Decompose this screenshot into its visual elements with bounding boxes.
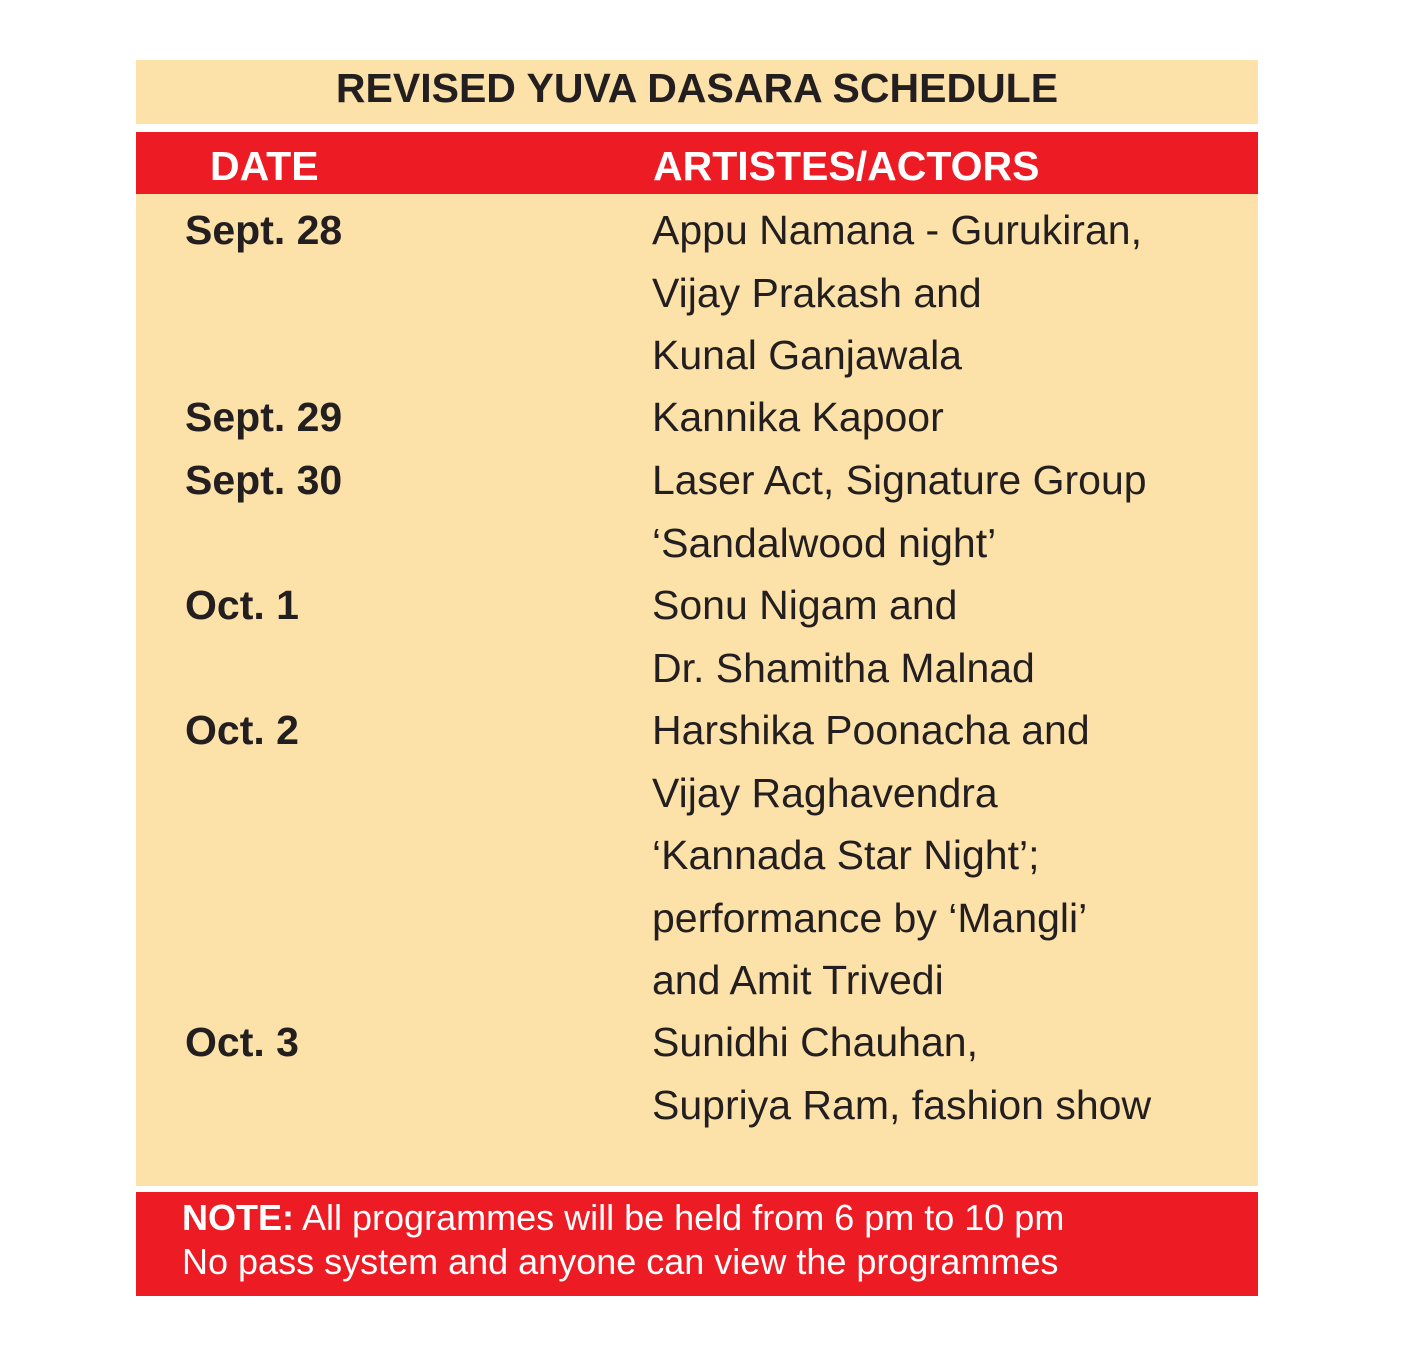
schedule-title (136, 60, 1258, 124)
schedule-date: Sept. 28 (185, 207, 343, 253)
artist-line: Vijay Raghavendra (652, 769, 998, 816)
schedule-date: Oct. 3 (185, 1019, 299, 1065)
artist-line: Appu Namana - Gurukiran, (652, 207, 1142, 253)
note-text-2: No pass system and anyone can view the programmes (182, 1241, 1059, 1282)
note-line-2 (182, 1240, 1058, 1284)
artist-line: Vijay Prakash and (652, 269, 982, 316)
artist-line: Dr. Shamitha Malnad (652, 644, 1035, 691)
artist-line: Sonu Nigam and (652, 582, 958, 628)
artist-line: ‘Kannada Star Night’; (652, 832, 1040, 878)
artist-line: Kannika Kapoor (652, 394, 944, 440)
artist-line: and Amit Trivedi (652, 957, 944, 1003)
schedule-artists (652, 1011, 1151, 1136)
note-line-1 (182, 1196, 1064, 1240)
artists-column-header: ARTISTES/ACTORS (653, 143, 1040, 189)
schedule-title-text: REVISED YUVA DASARA SCHEDULE (335, 65, 1059, 111)
schedule-date: Sept. 30 (185, 457, 343, 503)
schedule-artists (652, 449, 1147, 574)
artist-line: Harshika Poonacha and (652, 707, 1090, 753)
note-label: NOTE: (182, 1197, 294, 1238)
schedule-artists (652, 699, 1090, 1012)
artist-line: Kunal Ganjawala (652, 332, 962, 378)
artist-line: Laser Act, Signature Group (652, 457, 1147, 503)
artist-line: ‘Sandalwood night’ (652, 519, 997, 566)
schedule-date: Sept. 29 (185, 394, 343, 440)
schedule-table (136, 194, 1258, 1186)
date-column-header: DATE (210, 143, 319, 189)
schedule-artists (652, 386, 944, 449)
artist-line: Supriya Ram, fashion show (652, 1081, 1152, 1128)
note-text-1: All programmes will be held from 6 pm to 10 pm (302, 1197, 1065, 1238)
artist-line: Sunidhi Chauhan, (652, 1019, 978, 1065)
schedule-date: Oct. 2 (185, 707, 299, 753)
note-banner (136, 1192, 1258, 1296)
artist-line: performance by ‘Mangli’ (652, 894, 1088, 941)
schedule-date: Oct. 1 (185, 582, 299, 628)
schedule-artists (652, 199, 1142, 387)
table-header (136, 132, 1258, 194)
schedule-artists (652, 574, 1035, 699)
